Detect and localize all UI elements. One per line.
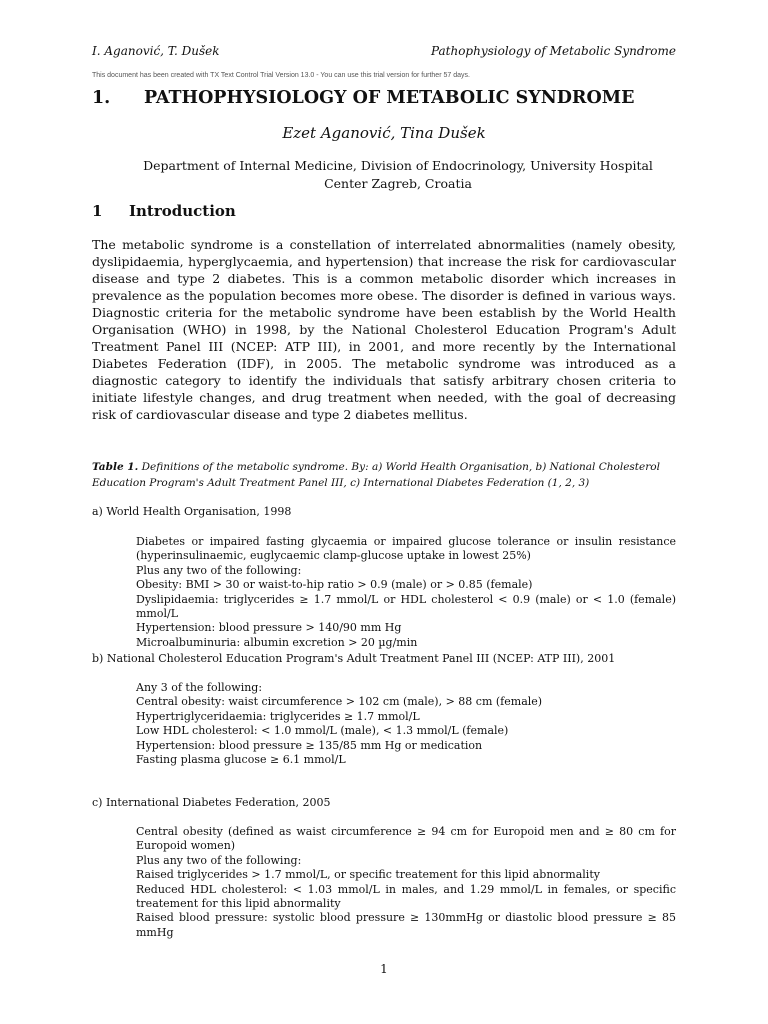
author-list: Ezet Aganović, Tina Dušek (282, 124, 486, 142)
definition-line: Central obesity: waist circumference > 102 cm (male), > 88 cm (female) (136, 695, 543, 709)
section-title: Introduction (129, 202, 236, 220)
definition-line: Hypertriglyceridaemia: triglycerides ≥ 1.7 mmol/L (136, 709, 420, 723)
definition-line: Dyslipidaemia: triglycerides ≥ 1.7 mmol/L or HDL cholesterol < 0.9 (male) or < 1.0 (female) mmol/L (136, 592, 676, 621)
definition-line: Central obesity (defined as waist circumference ≥ 94 cm for Europoid men and ≥ 80 cm for Europoid women) (136, 825, 676, 853)
definition-block-idf (136, 825, 676, 940)
title-text: PATHOPHYSIOLOGY OF METABOLIC SYNDROME (144, 88, 635, 108)
definition-line: Hypertension: blood pressure ≥ 135/85 mm Hg or medication (136, 738, 483, 752)
definition-line: Raised triglycerides > 1.7 mmol/L, or specific treatement for this lipid abnormality (136, 868, 600, 882)
definition-line: Fasting plasma glucose ≥ 6.1 mmol/L (136, 753, 346, 767)
definition-line: Low HDL cholesterol: < 1.0 mmol/L (male), < 1.3 mmol/L (female) (136, 724, 509, 738)
intro-paragraph: The metabolic syndrome is a constellation of interrelated abnormalities (namely obesity, dyslipidaemia, hyperglycaemia, and hypertension) that increase the risk for cardiovascular disease and type 2 diabetes. This is a common metabolic disorder which increases in prevalence as the population becomes more obese. The disorder is defined in various ways. Diagnostic criteria for the metabolic syndrome have been establish by the World Health Organisation (WHO) in 1998, by the National Cholesterol Education Program's Adult Treatment Panel III (NCEP: ATP III), in 2001, and more recently by the International Diabetes Federation (IDF), in 2005. The metabolic syndrome was introduced as a diagnostic category to identify the individuals that satisfy arbitrary chosen criteria to initiate lifestyle changes, and drug treatment when needed, with the goal of decreasing risk of cardiovascular disease and type 2 diabetes mellitus. (92, 237, 676, 422)
table-caption (92, 459, 676, 491)
definition-line: Plus any two of the following: (136, 853, 302, 867)
header-running-title: Pathophysiology of Metabolic Syndrome (430, 44, 676, 58)
definition-line: Any 3 of the following: (136, 681, 263, 694)
definition-line: Diabetes or impaired fasting glycaemia or impaired glucose tolerance or insulin resistance (hyperinsulinaemic, euglycaemic clamp-glucose uptake in lowest 25%) (136, 535, 676, 563)
running-header (92, 44, 676, 58)
section-heading (92, 202, 236, 220)
definition-line: Raised blood pressure: systolic blood pressure ≥ 130mmHg or diastolic blood pressure ≥ 85 mmHg (136, 911, 676, 939)
affiliation: Department of Internal Medicine, Division of Endocrinology, University Hospital Center Zagreb, Croatia (143, 158, 653, 191)
definition-block-who (136, 535, 676, 650)
table-caption-text: Definitions of the metabolic syndrome. By: a) World Health Organisation, b) National Cholesterol Education Program's Adult Treatment Panel III, c) International Diabetes Federation (1, 2, 3) (92, 461, 660, 489)
paper-title (92, 88, 676, 108)
title-number: 1. (92, 88, 111, 108)
definition-heading-who: a) World Health Organisation, 1998 (92, 505, 292, 518)
section-number: 1 (92, 202, 103, 220)
definition-heading-ncep: b) National Cholesterol Education Program's Adult Treatment Panel III (NCEP: ATP III), 2001 (92, 652, 616, 665)
definition-line: Hypertension: blood pressure > 140/90 mm Hg (136, 621, 402, 635)
definition-heading-idf: c) International Diabetes Federation, 2005 (92, 796, 331, 809)
definition-line: Reduced HDL cholesterol: < 1.03 mmol/L in males, and 1.29 mmol/L in females, or specific treatement for this lipid abnormality (136, 882, 676, 911)
table-caption-label: Table 1. (92, 461, 139, 473)
definition-line: Obesity: BMI > 30 or waist-to-hip ratio > 0.9 (male) or > 0.85 (female) (136, 578, 533, 592)
header-authors: I. Aganović, T. Dušek (92, 44, 220, 58)
definition-line: Plus any two of the following: (136, 563, 302, 577)
page-number: 1 (380, 962, 388, 976)
trial-notice: This document has been created with TX Text Control Trial Version 13.0 - You can use this trial version for further 57 days. (92, 72, 470, 79)
definition-block-ncep (136, 681, 676, 767)
definition-line: Microalbuminuria: albumin excretion > 20 µg/min (136, 635, 418, 649)
